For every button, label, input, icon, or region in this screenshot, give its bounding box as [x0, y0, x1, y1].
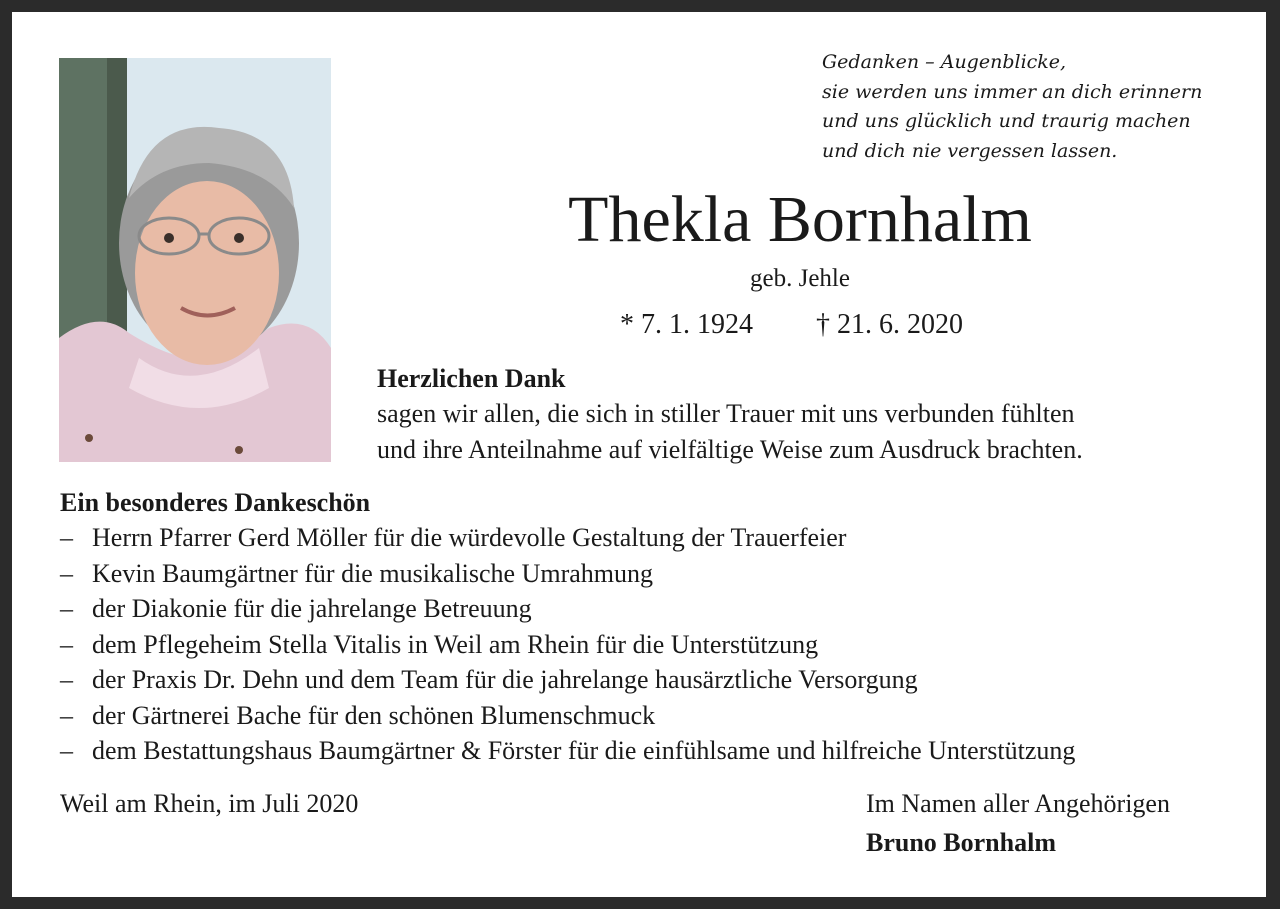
- dash-bullet: –: [60, 558, 73, 588]
- poem-line: Gedanken – Augenblicke,: [822, 51, 1067, 73]
- list-item-text: dem Bestattungshaus Baumgärtner & Förster für die einfühlsame und hilfreiche Unterstützung: [92, 736, 1076, 765]
- list-item-text: der Diakonie für die jahrelange Betreuung: [92, 594, 532, 623]
- thanks-heading: Herzlichen Dank: [377, 364, 566, 393]
- special-thanks-list: [60, 520, 1230, 769]
- list-item: [60, 662, 1230, 698]
- list-item: [60, 627, 1230, 663]
- dash-bullet: –: [60, 523, 73, 552]
- thanks-line: und ihre Anteilnahme auf vielfältige Weise zum Ausdruck brachten.: [377, 434, 1083, 464]
- list-item-text: der Praxis Dr. Dehn und dem Team für die jahrelange hausärztliche Versorgung: [92, 665, 918, 694]
- special-thanks-heading: Ein besonderes Dankeschön: [60, 488, 371, 517]
- death-date: † 21. 6. 2020: [816, 309, 963, 340]
- poem-line: und uns glücklich und traurig machen: [822, 110, 1191, 132]
- dash-bullet: –: [60, 736, 73, 765]
- list-item: [60, 698, 1230, 734]
- list-item: [60, 556, 1230, 592]
- list-item-text: dem Pflegeheim Stella Vitalis in Weil am Rhein für die Unterstützung: [92, 629, 819, 659]
- maiden-name: geb. Jehle: [750, 265, 850, 292]
- place-date: Weil am Rhein, im Juli 2020: [60, 789, 359, 818]
- deceased-name: Thekla Bornhalm: [568, 183, 1032, 256]
- list-item-text: Kevin Baumgärtner für die musikalische Umrahmung: [92, 558, 654, 588]
- signature-label: Im Namen aller Angehörigen: [866, 789, 1170, 818]
- list-item-text: Herrn Pfarrer Gerd Möller für die würdevolle Gestaltung der Trauerfeier: [92, 523, 847, 552]
- poem-line: sie werden uns immer an dich erinnern: [822, 80, 1203, 103]
- thanks-text: [377, 396, 1227, 467]
- thanks-line: sagen wir allen, die sich in stiller Trauer mit uns verbunden fühlten: [377, 399, 1075, 428]
- dash-bullet: –: [60, 665, 73, 694]
- dash-bullet: –: [60, 700, 73, 730]
- list-item: [60, 520, 1230, 556]
- birth-date: * 7. 1. 1924: [620, 309, 753, 340]
- dash-bullet: –: [60, 629, 73, 659]
- list-item-text: der Gärtnerei Bache für den schönen Blumenschmuck: [92, 700, 656, 730]
- list-item: [60, 591, 1230, 627]
- signature-name: Bruno Bornhalm: [866, 828, 1056, 857]
- portrait-photo: [59, 58, 331, 462]
- poem: [822, 48, 1242, 166]
- poem-line: und dich nie vergessen lassen.: [822, 139, 1118, 162]
- dash-bullet: –: [60, 594, 73, 623]
- list-item: [60, 733, 1230, 769]
